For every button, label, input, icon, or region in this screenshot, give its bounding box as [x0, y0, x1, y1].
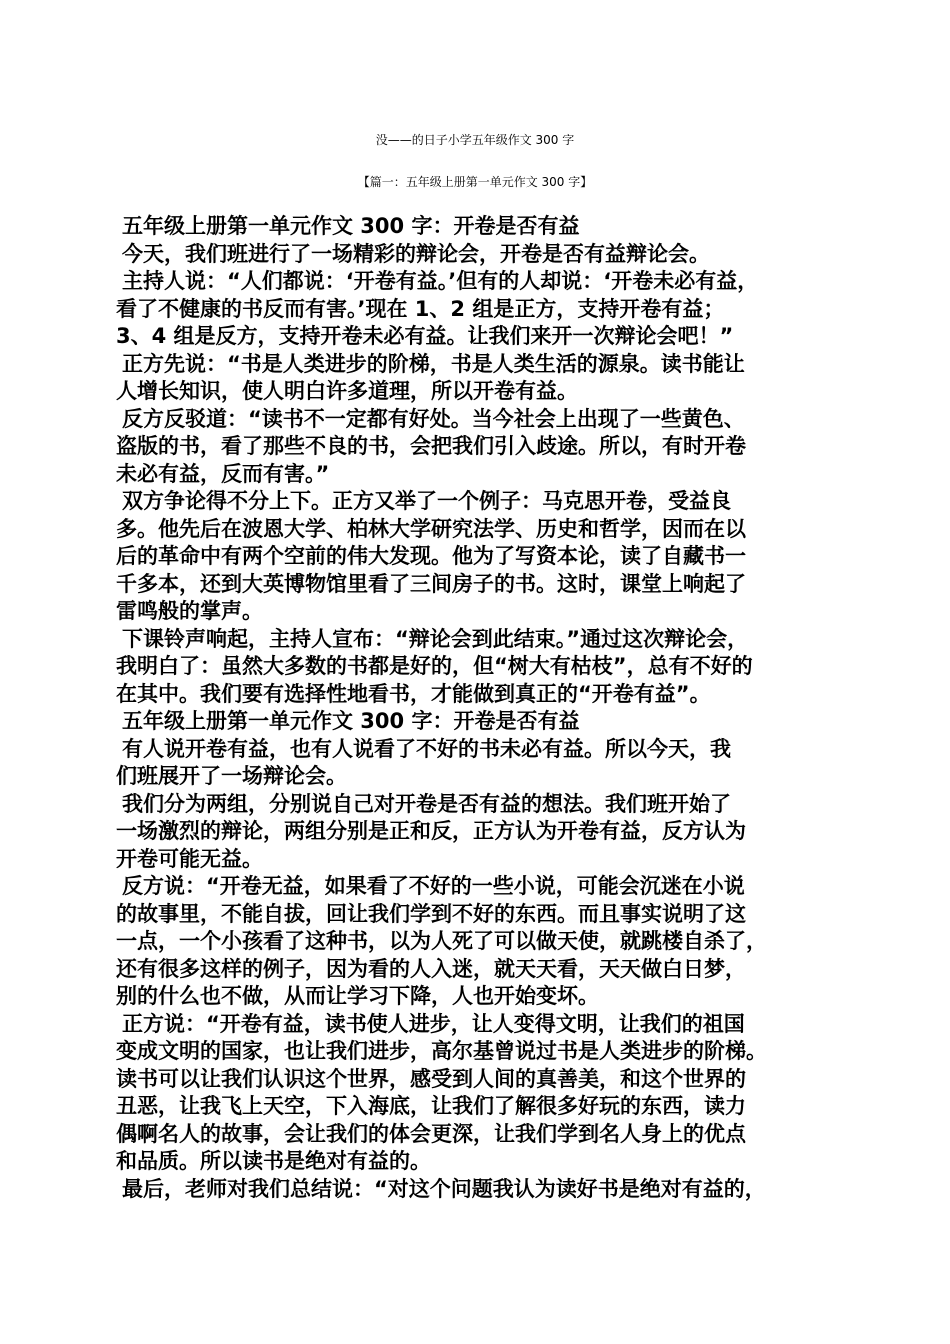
- essay-line: 看了不健康的书反而有害。’现在 1、2 组是正方，支持开卷有益；: [116, 296, 725, 321]
- essay-line: 人增长知识，使人明白许多道理，所以开卷有益。: [116, 379, 578, 403]
- essay-line: 还有很多这样的例子，因为看的人入迷，就天天看，天天做白日梦，: [116, 956, 746, 981]
- essay-line: 正方说：“开卷有益，读书使人进步，让人变得文明，让我们的祖国: [122, 1011, 745, 1036]
- essay-line: 正方先说：“书是人类进步的阶梯，书是人类生活的源泉。读书能让: [122, 351, 745, 376]
- essay-line: 开卷可能无益。: [116, 846, 263, 871]
- essay-line: 五年级上册第一单元作文 300 字：开卷是否有益: [122, 214, 580, 238]
- essay-line: 的故事里，不能自拔，回让我们学到不好的东西。而且事实说明了这: [116, 901, 746, 926]
- essay-line: 下课铃声响起，主持人宣布：“辩论会到此结束。”通过这次辩论会，: [122, 626, 749, 651]
- essay-line: 主持人说：“人们都说：‘开卷有益。’但有的人却说：‘开卷未必有益，: [122, 269, 759, 293]
- essay-line: 有人说开卷有益，也有人说看了不好的书未必有益。所以今天，我: [122, 736, 731, 761]
- essay-body: [116, 213, 846, 1203]
- essay-line: 一场激烈的辩论，两组分别是正和反，正方认为开卷有益，反方认为: [116, 819, 746, 843]
- essay-line: 盗版的书，看了那些不良的书，会把我们引入歧途。所以，有时开卷: [116, 434, 746, 458]
- essay-line: 和品质。所以读书是绝对有益的。: [116, 1149, 431, 1173]
- essay-line: 多。他先后在波恩大学、柏林大学研究法学、历史和哲学，因而在以: [116, 516, 746, 541]
- essay-line: 最后，老师对我们总结说：“对这个问题我认为读好书是绝对有益的，: [122, 1176, 766, 1201]
- essay-line: 双方争论得不分上下。正方又举了一个例子：马克思开卷，受益良: [122, 489, 731, 513]
- essay-line: 千多本，还到大英博物馆里看了三间房子的书。这时，课堂上响起了: [116, 571, 746, 596]
- essay-line: 后的革命中有两个空前的伟大发现。他为了写资本论，读了自藏书一: [116, 544, 746, 568]
- essay-line: 反方说：“开卷无益，如果看了不好的一些小说，可能会沉迷在小说: [122, 874, 745, 898]
- essay-line: 变成文明的国家，也让我们进步，高尔基曾说过书是人类进步的阶梯。: [116, 1039, 767, 1063]
- essay-line: 雷鸣般的掌声。: [116, 599, 263, 623]
- essay-line: 反方反驳道：“读书不一定都有好处。当今社会上出现了一些黄色、: [122, 406, 745, 431]
- document-title: 没——的日子小学五年级作文 300 字: [375, 133, 575, 147]
- essay-line: 们班展开了一场辩论会。: [116, 764, 347, 788]
- document-subtitle: 【篇一：五年级上册第一单元作文 300 字】: [357, 175, 593, 189]
- essay-line: 在其中。我们要有选择性地看书，才能做到真正的“开卷有益”。: [116, 681, 711, 706]
- essay-line: 偶啊名人的故事，会让我们的体会更深，让我们学到名人身上的优点: [116, 1121, 746, 1146]
- essay-line: 3、4 组是反方，支持开卷未必有益。让我们来开一次辩论会吧！”: [116, 324, 734, 348]
- essay-line: 丑恶，让我飞上天空，下入海底，让我们了解很多好玩的东西，读力: [116, 1094, 746, 1118]
- essay-line: 读书可以让我们认识这个世界，感受到人间的真善美，和这个世界的: [116, 1066, 746, 1091]
- essay-line: 五年级上册第一单元作文 300 字：开卷是否有益: [122, 709, 580, 733]
- essay-line: 别的什么也不做，从而让学习下降，人也开始变坏。: [116, 984, 599, 1008]
- essay-line: 我明白了：虽然大多数的书都是好的，但“树大有枯枝”，总有不好的: [116, 654, 753, 678]
- essay-line: 今天，我们班进行了一场精彩的辩论会，开卷是否有益辩论会。: [122, 241, 710, 266]
- essay-line: 未必有益，反而有害。”: [116, 461, 330, 486]
- essay-line: 一点，一个小孩看了这种书，以为人死了可以做天使，就跳楼自杀了，: [116, 929, 767, 953]
- essay-line: 我们分为两组，分别说自己对开卷是否有益的想法。我们班开始了: [122, 791, 731, 816]
